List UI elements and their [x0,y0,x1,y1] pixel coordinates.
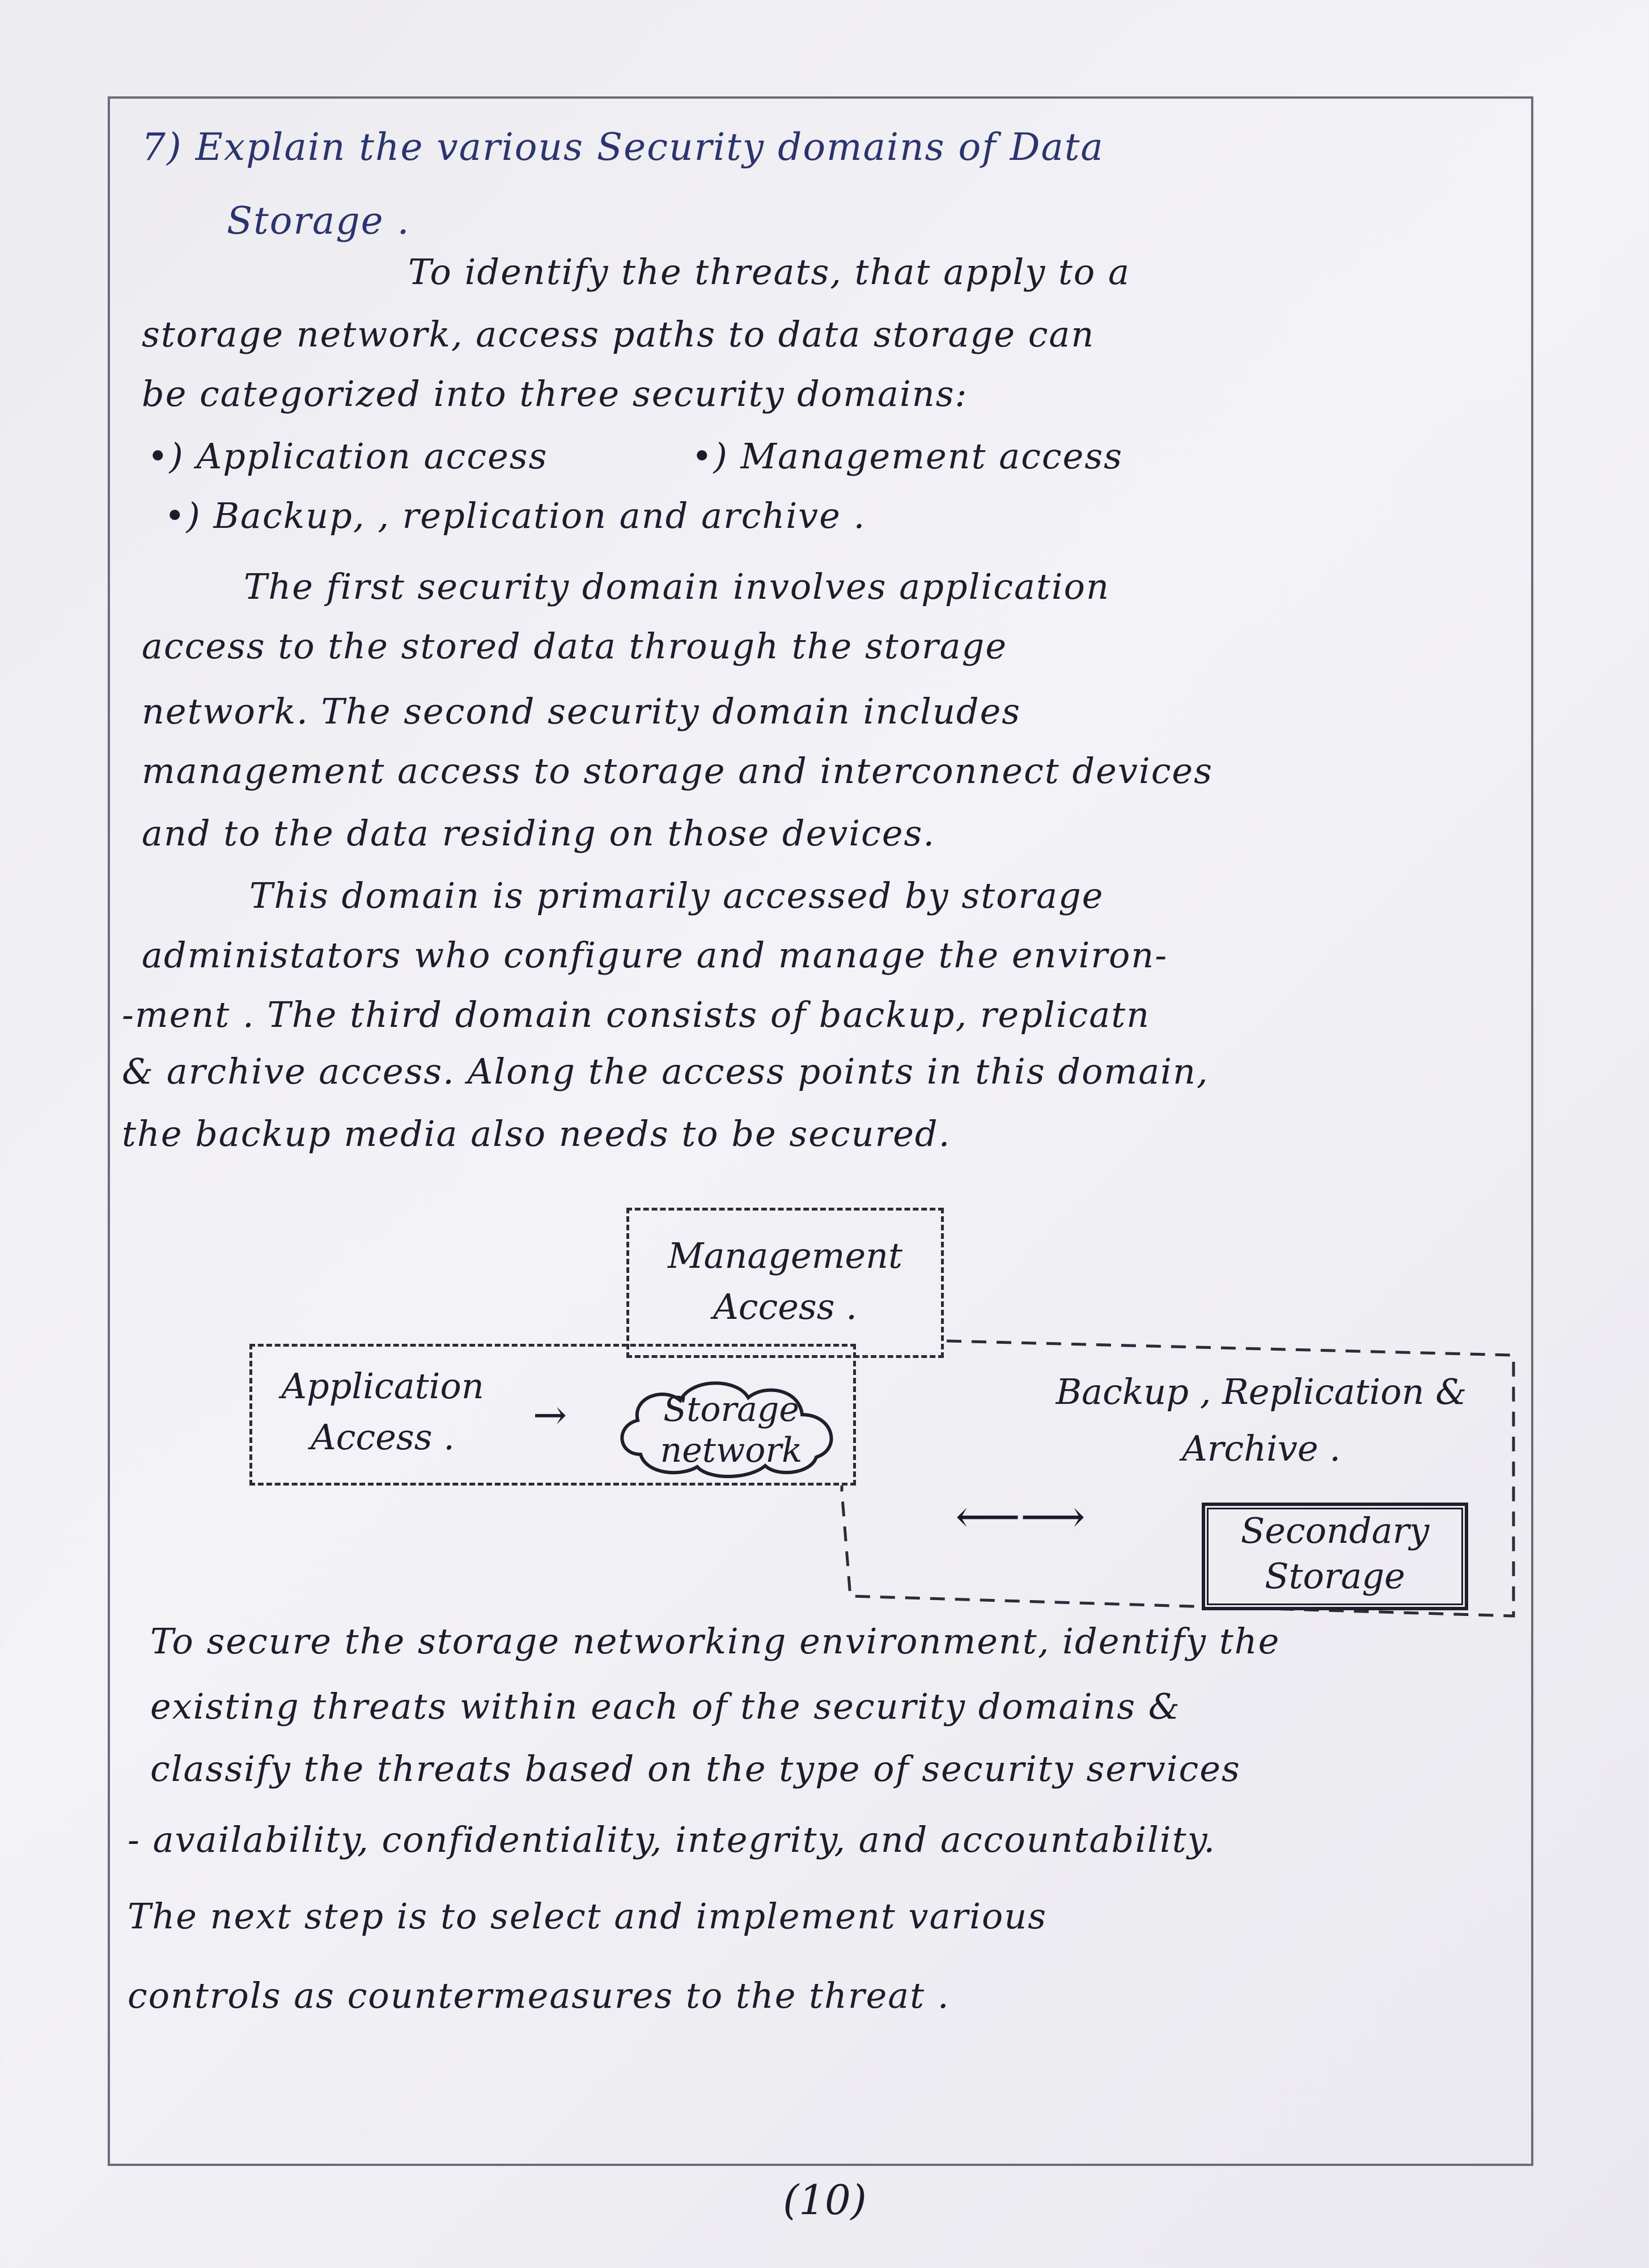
storage-network-label: Storage network [660,1390,803,1470]
bullet-application-access: •) Application access [147,435,548,477]
paragraph2-line4: management access to storage and interconnect devices [142,750,1213,792]
question-title-line2: Storage . [227,199,410,243]
paragraph1-line2: storage network, access paths to data storage can [142,314,1095,355]
question-title-line1 [142,122,1514,173]
paragraph2-line10: the backup media also needs to be secured. [122,1113,951,1154]
paragraph2-line2: access to the stored data through the storage [142,625,1008,667]
paragraph1-line1: To identify the threats, that apply to a [408,251,1130,293]
paragraph2-line7: administators who configure and manage the environ- [142,934,1168,976]
paragraph3-line4: - availability, confidentiality, integrity, and accountability. [128,1819,1216,1860]
secondary-storage-label: Secondary Storage [1240,1510,1430,1597]
paragraph3-line5: The next step is to select and implement various [128,1895,1048,1937]
application-access-label: Application Access . [281,1365,484,1458]
question-title-text: Explain the various Security domains of Data [195,125,1104,169]
paragraph2-line1: The first security domain involves application [244,566,1110,607]
management-access-label: Management Access . [667,1235,903,1327]
question-number: 7) [142,125,183,169]
bullet-backup: •) Backup, , replication and archive . [164,495,866,536]
paragraph3-line3: classify the threats based on the type of security services [150,1748,1241,1789]
paragraph2-line9: & archive access. Along the access points in this domain, [122,1051,1209,1092]
arrow-right-icon: → [532,1391,567,1438]
paragraph3-line1: To secure the storage networking environment, identify the [150,1620,1281,1662]
paragraph2-line8: -ment . The third domain consists of backup, replicatn [122,994,1151,1035]
page-number: (10) [783,2176,867,2224]
paragraph2-line3: network. The second security domain includes [142,691,1021,732]
backup-replication-archive-label: Backup , Replication & Archive . [1055,1371,1467,1469]
paragraph2-line6: This domain is primarily accessed by storage [249,875,1104,916]
bullet-management-access: •) Management access [692,435,1123,477]
paragraph3-line2: existing threats within each of the security domains & [150,1686,1181,1727]
paragraph1-line3: be categorized into three security domains: [142,373,968,414]
paragraph3-line6: controls as countermeasures to the threat . [128,1975,950,2016]
paragraph2-line5: and to the data residing on those devices. [142,813,936,854]
bidirectional-arrow-icon: ⟵⟶ [955,1490,1086,1543]
